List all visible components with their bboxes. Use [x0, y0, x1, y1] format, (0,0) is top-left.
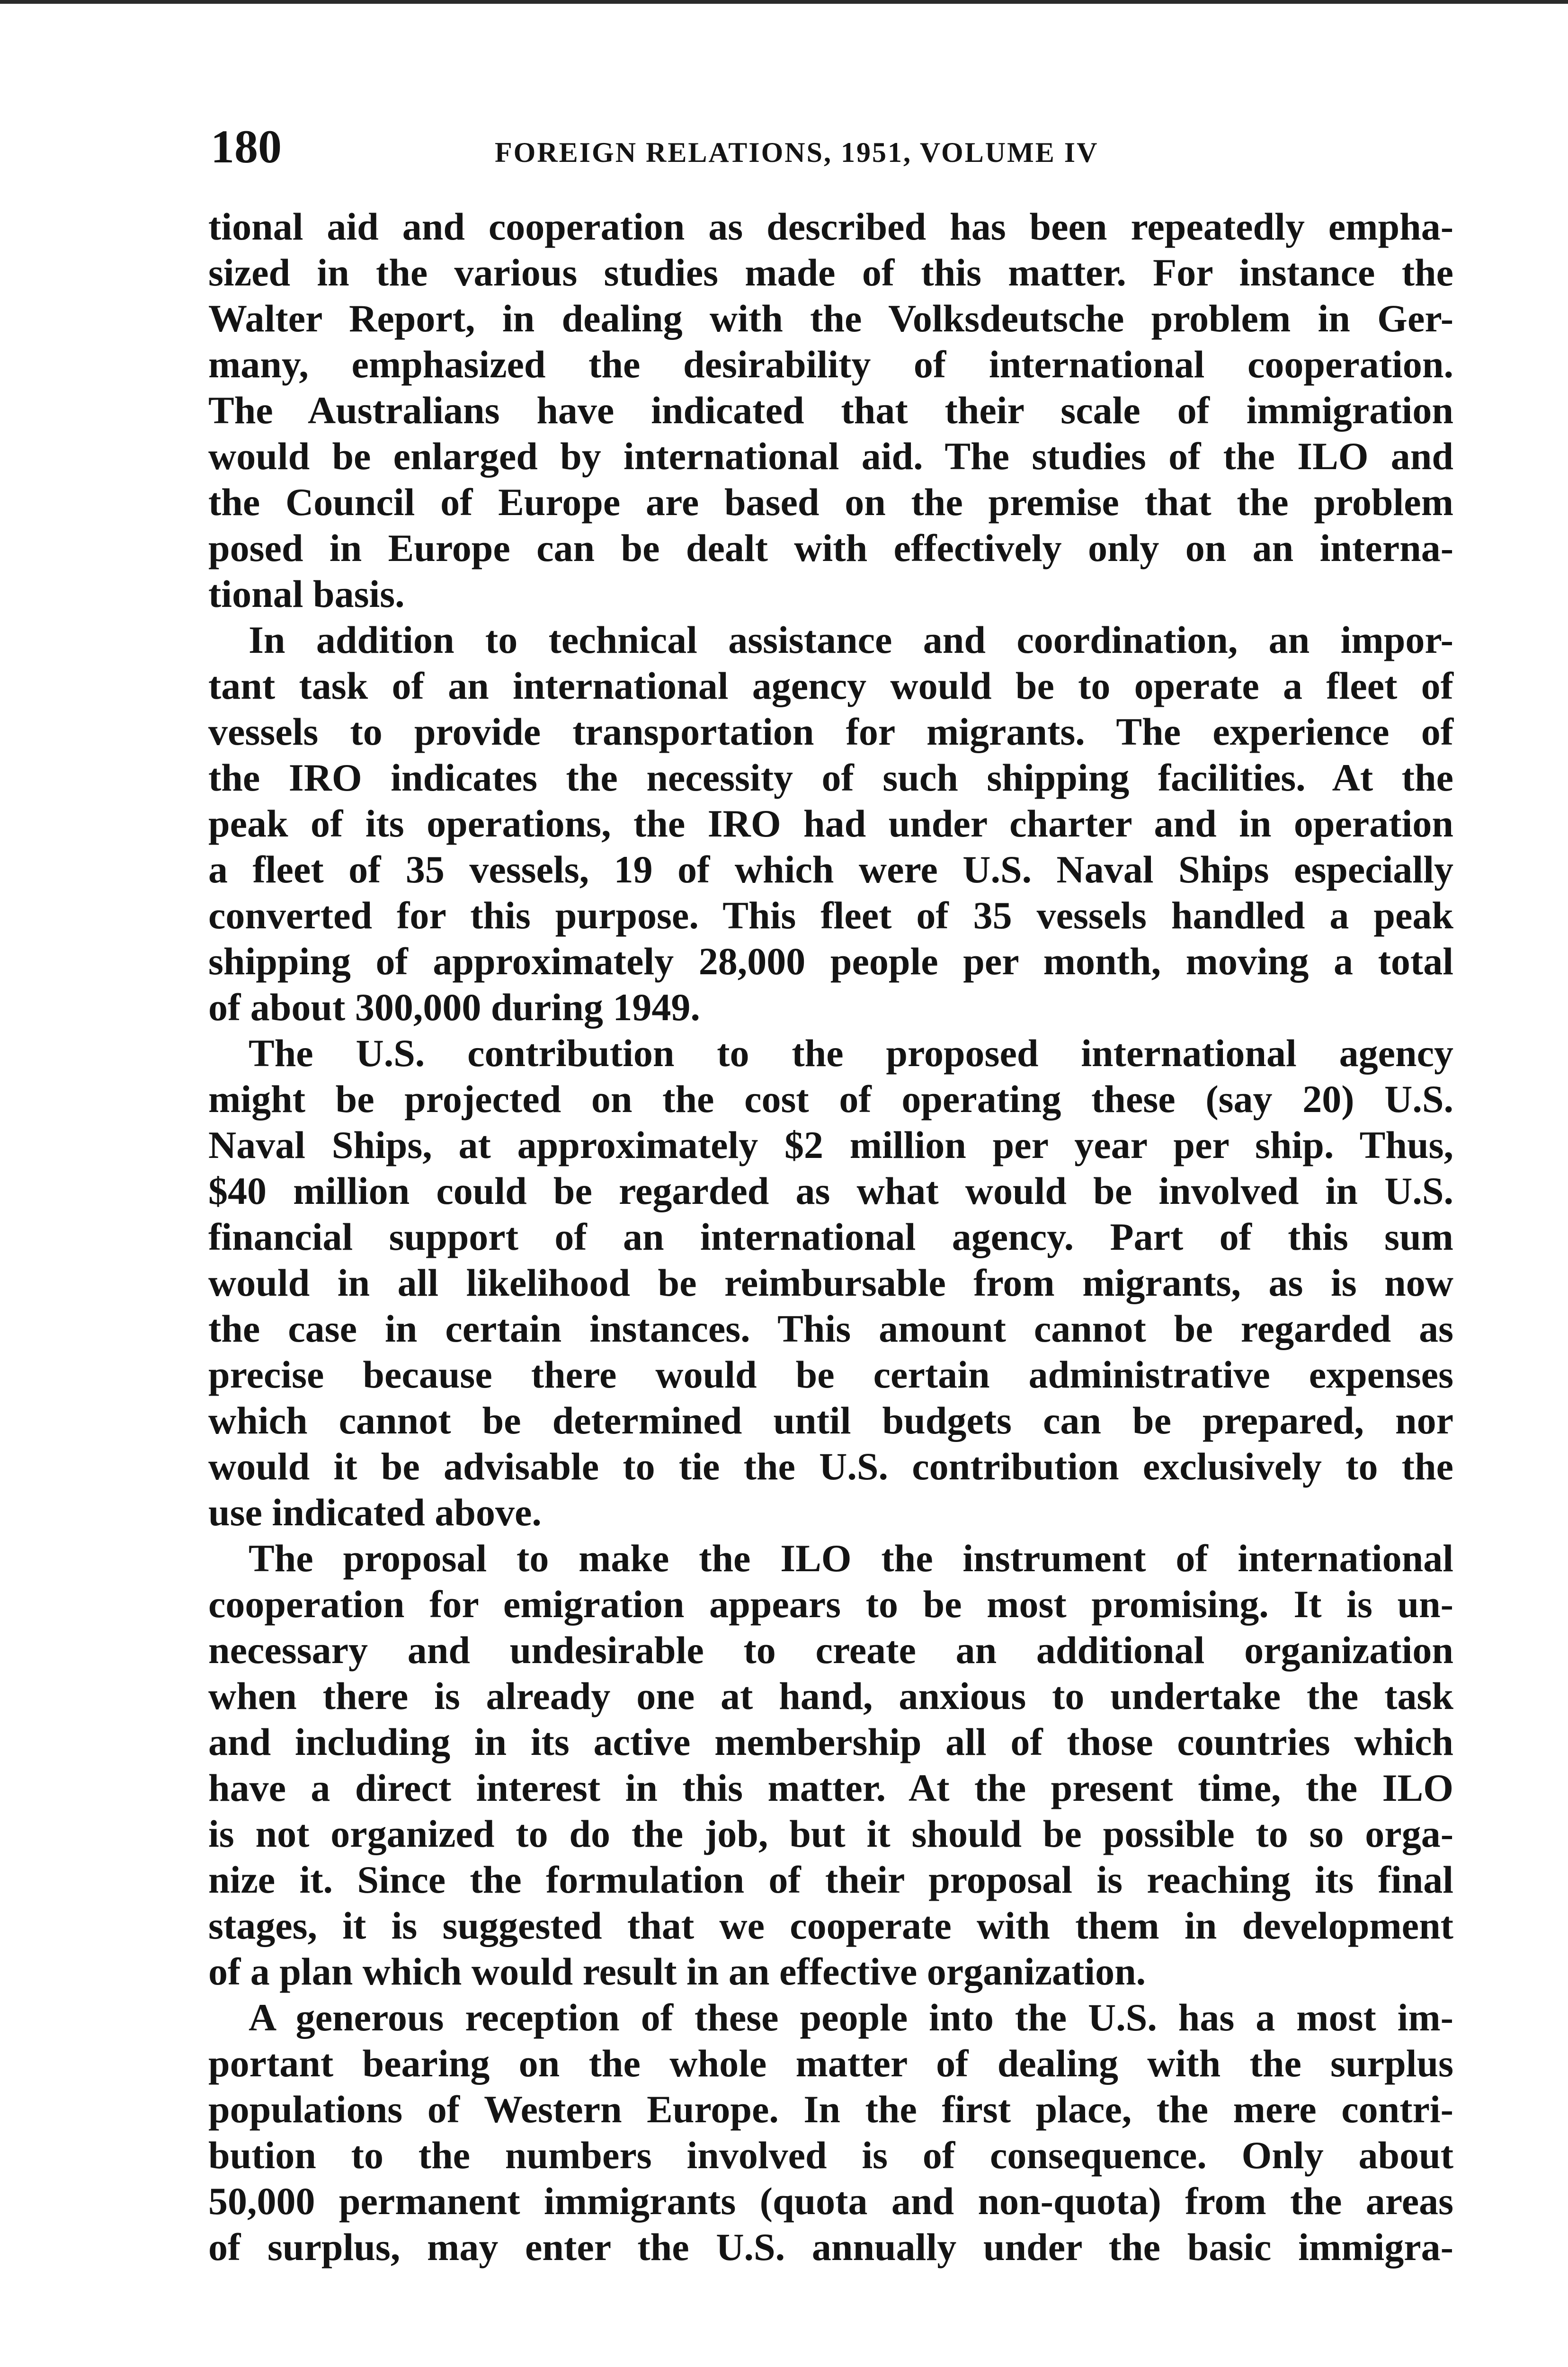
- page-number: 180: [211, 120, 282, 173]
- text-line: the case in certain instances. This amount cannot be regarded as: [208, 1307, 1453, 1350]
- text-line: Naval Ships, at approximately $2 million per year per ship. Thus,: [208, 1123, 1453, 1166]
- text-line: is not organized to do the job, but it should be possible to so orga-: [208, 1812, 1453, 1855]
- paragraph: [208, 204, 1453, 617]
- page-header: [211, 114, 1456, 180]
- running-head: FOREIGN RELATIONS, 1951, VOLUME IV: [495, 137, 1099, 168]
- text-line: tant task of an international agency would be to operate a fleet of: [208, 664, 1453, 707]
- text-line: stages, it is suggested that we cooperate with them in development: [208, 1904, 1453, 1947]
- text-line: The proposal to make the ILO the instrument of international: [249, 1537, 1453, 1580]
- text-line: peak of its operations, the IRO had under charter and in operation: [208, 802, 1453, 845]
- text-line: shipping of approximately 28,000 people per month, moving a total: [208, 940, 1453, 983]
- paragraph: [208, 1994, 1453, 2270]
- text-line: a fleet of 35 vessels, 19 of which were U.S. Naval Ships especially: [208, 848, 1453, 891]
- text-line: of about 300,000 during 1949.: [208, 986, 700, 1029]
- text-line: posed in Europe can be dealt with effectively only on an interna-: [208, 526, 1453, 570]
- text-line: The Australians have indicated that their scale of immigration: [208, 389, 1453, 432]
- text-line: tional basis.: [208, 572, 405, 615]
- text-line: portant bearing on the whole matter of dealing with the surplus: [208, 2042, 1453, 2085]
- paragraph: [208, 617, 1453, 1030]
- text-line: use indicated above.: [208, 1491, 542, 1534]
- text-line: would be enlarged by international aid. The studies of the ILO and: [208, 435, 1453, 478]
- text-line: and including in its active membership all of those countries which: [208, 1720, 1453, 1763]
- text-line: cooperation for emigration appears to be most promising. It is un-: [208, 1583, 1453, 1626]
- text-line: A generous reception of these people into the U.S. has a most im-: [249, 1996, 1453, 2039]
- text-line: The U.S. contribution to the proposed international agency: [249, 1032, 1453, 1075]
- text-line: 50,000 permanent immigrants (quota and non-quota) from the areas: [208, 2180, 1453, 2223]
- text-line: of surplus, may enter the U.S. annually under the basic immigra-: [208, 2225, 1453, 2269]
- text-line: financial support of an international agency. Part of this sum: [208, 1215, 1453, 1258]
- text-line: In addition to technical assistance and coordination, an impor-: [249, 618, 1453, 661]
- text-line: $40 million could be regarded as what would be involved in U.S.: [208, 1169, 1453, 1212]
- body-text: [208, 204, 1453, 2270]
- text-line: of a plan which would result in an effective organization.: [208, 1950, 1146, 1993]
- text-line: nize it. Since the formulation of their proposal is reaching its final: [208, 1858, 1453, 1901]
- top-border-rule: [0, 0, 1568, 4]
- paragraph: [208, 1535, 1453, 1994]
- text-line: the Council of Europe are based on the premise that the problem: [208, 481, 1453, 524]
- text-line: precise because there would be certain administrative expenses: [208, 1353, 1453, 1396]
- text-line: have a direct interest in this matter. At the present time, the ILO: [208, 1766, 1453, 1809]
- text-line: the IRO indicates the necessity of such shipping facilities. At the: [208, 756, 1453, 799]
- text-line: vessels to provide transportation for migrants. The experience of: [208, 710, 1453, 753]
- text-line: necessary and undesirable to create an additional organization: [208, 1628, 1453, 1672]
- text-line: tional aid and cooperation as described has been repeatedly empha-: [208, 205, 1453, 248]
- text-line: converted for this purpose. This fleet of 35 vessels handled a peak: [208, 894, 1453, 937]
- text-line: sized in the various studies made of this matter. For instance the: [208, 251, 1453, 294]
- paragraph: [208, 1030, 1453, 1535]
- text-line: many, emphasized the desirability of international cooperation.: [208, 343, 1453, 386]
- text-line: populations of Western Europe. In the first place, the mere contri-: [208, 2088, 1453, 2131]
- text-line: Walter Report, in dealing with the Volksdeutsche problem in Ger-: [208, 297, 1453, 340]
- text-line: would it be advisable to tie the U.S. contribution exclusively to the: [208, 1445, 1453, 1488]
- text-line: when there is already one at hand, anxious to undertake the task: [208, 1674, 1453, 1717]
- text-line: which cannot be determined until budgets can be prepared, nor: [208, 1399, 1453, 1442]
- text-line: might be projected on the cost of operating these (say 20) U.S.: [208, 1077, 1453, 1121]
- text-line: would in all likelihood be reimbursable from migrants, as is now: [208, 1261, 1453, 1304]
- text-line: bution to the numbers involved is of consequence. Only about: [208, 2134, 1453, 2177]
